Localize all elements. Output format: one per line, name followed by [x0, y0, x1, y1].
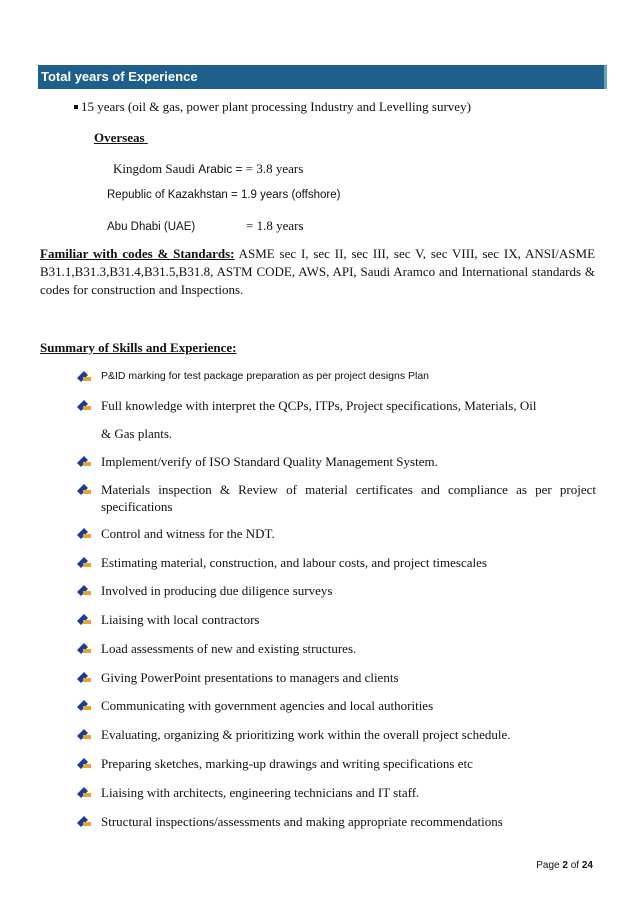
arrow-bullet-icon [77, 455, 91, 467]
country-uae-value: = 1.8 years [246, 218, 304, 233]
square-bullet-icon [74, 105, 78, 109]
experience-summary: 15 years (oil & gas, power plant processing Industry and Levelling survey) [74, 99, 471, 115]
skills-heading: Summary of Skills and Experience: [40, 340, 237, 355]
footer-total-pages: 24 [581, 860, 593, 871]
arrow-bullet-icon [77, 757, 91, 769]
footer-page-word: Page [536, 860, 560, 871]
arrow-bullet-icon [77, 671, 91, 683]
arrow-bullet-icon [77, 556, 91, 568]
codes-paragraph [40, 245, 595, 299]
resume-page: Total years of Experience 15 years (oil & gas, power plant processing Industry and Levelling survey) Overseas Kingdom Saudi Arabic = = 3.8 years Republic of Kazakhstan = 1.9 years (offshore) Abu Dhabi (UAE) = 1.8 years Familiar with codes & Standards: ASME sec I, sec II, sec III, sec V, sec VIII, sec IX, ANSI/ASME B31.1,B31.3,B31.4,B31.5,B31.8, ASTM CODE, AWS, API, Saudi Aramco and International standards & codes for construction and Inspections. Summary of Skills and Experience: P&ID marking for test package preparation as per project designs Plan Full knowledge with interpret the QCPs, ITPs, Project specifications, Materials, Oil & Gas plants. Implement/verify of ISO Standard Quality Management System. Materials inspection & Review of material certificates and compliance as per project specifications Control and witness for the NDT. Estimating material, construction, and labour costs, and project timescales Involved in producing due diligence surveys Liaising with local contractors Load assessments of new and existing structures. Giving PowerPoint presentations to managers and clients Communicating with government agencies and local authorities Evaluating, organizing & prioritizing work within the overall project schedule. Preparing sketches, marking-up drawings and writing specifications etc Liaising with architects, engineering technicians and IT staff. Structural inspections/assessments and making appropriate recommendations Page 2 of 24 [0, 0, 638, 903]
overseas-heading: Overseas [94, 130, 145, 145]
section-header-title: Total years of Experience [41, 69, 198, 84]
arrow-bullet-icon [77, 815, 91, 827]
arrow-bullet-icon [77, 613, 91, 625]
arrow-bullet-icon [77, 527, 91, 539]
arrow-bullet-icon [77, 483, 91, 495]
country-uae: Abu Dhabi (UAE) [107, 221, 196, 233]
page-footer [536, 860, 593, 871]
codes-label: Familiar with codes & Standards: [40, 246, 235, 261]
country-saudi: Kingdom Saudi Arabic = = 3.8 years [113, 161, 304, 176]
arrow-bullet-icon [77, 584, 91, 596]
country-kazakhstan: Republic of Kazakhstan = 1.9 years (offshore) [107, 189, 341, 201]
arrow-bullet-icon [77, 399, 91, 411]
arrow-bullet-icon [77, 699, 91, 711]
country-saudi-value: = 3.8 years [245, 161, 304, 176]
footer-of-word: of [570, 860, 580, 871]
arrow-bullet-icon [77, 728, 91, 740]
codes-text: ASME sec I, sec II, sec III, sec V, sec VIII, sec IX, ANSI/ASME B31.1,B31.3,B31.4,B31.5,B31.8, ASTM CODE, AWS, API, Saudi Aramco and International standards & codes for construction and Inspections. [40, 246, 596, 297]
arrow-bullet-icon [77, 786, 91, 798]
arrow-bullet-icon [77, 370, 91, 382]
footer-page-number: 2 [562, 860, 568, 871]
section-header [38, 65, 607, 89]
arrow-bullet-icon [77, 642, 91, 654]
